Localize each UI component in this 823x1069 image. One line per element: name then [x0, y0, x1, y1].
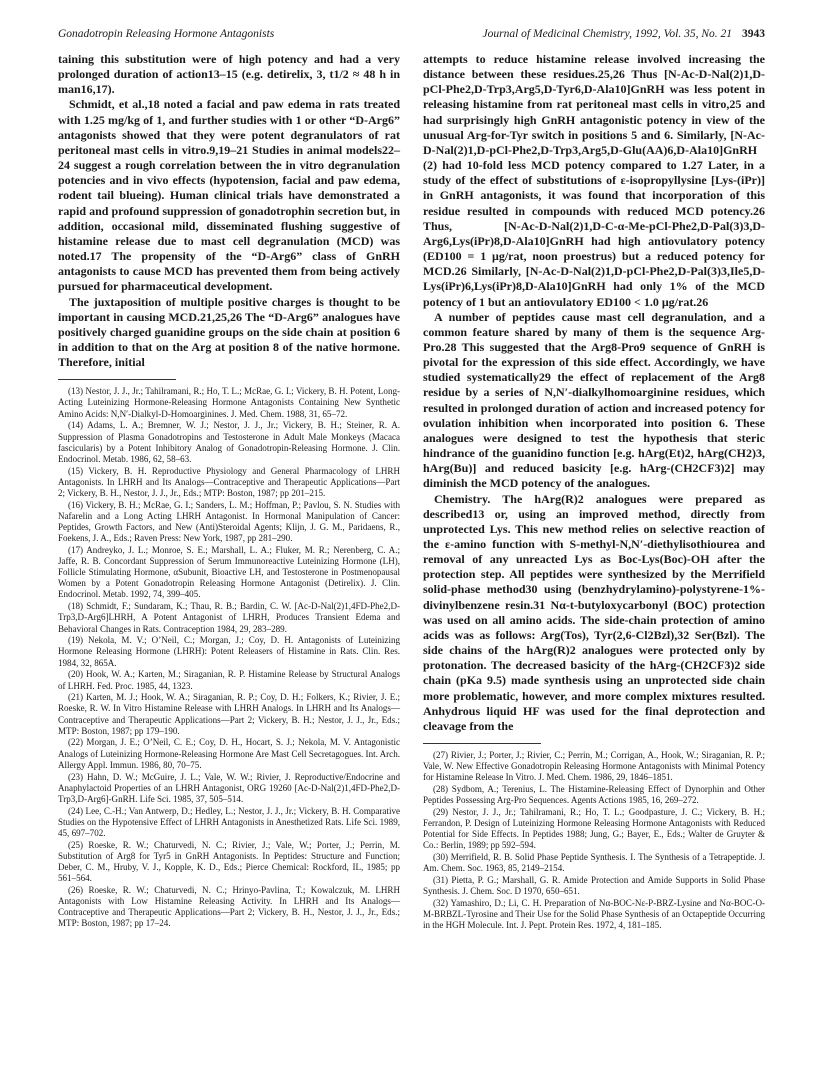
body-paragraph: attempts to reduce histamine release involved increasing the distance between these residues.25,26 Thus [N-Ac-D-Nal(2)1,D-pCl-Phe2,D-Trp3,Arg5,D-Tyr6,D-Ala10]GnRH was less potent in releasing histamine from rat peritoneal mast cells in vitro,25 and had surprisingly high GnRH antagonistic potency in view of the unusual Arg-for-Tyr switch in positions 5 and 6. Similarly, [N-Ac-D-Nal(2)1,D-pCl-Phe2,D-Trp3,Arg5,D-Glu(AA)6,D-Ala10]GnRH (2) had 10-fold less MCD potency compared to 1.27 Later, in a study of the effect of substitutions of ε-isopropyllysine [Lys-(iPr)] in GnRH antagonists, it was found that incorporation of this residue resulted in compounds with reduced MCD potency.26 Thus, [N-Ac-D-Nal(2)1,D-C-α-Me-pCl-Phe2,D-Pal(3)3,D-Arg6,Lys(iPr)8,D-Ala10]GnRH had high antiovulatory potency (ED100 = 1 μg/rat, noon proestrus) but a reduced potency for MCD.26 Similarly, [N-Ac-D-Nal(2)1,D-pCl-Phe2,D-Pal(3)3,Ile5,D-Lys(iPr)6,Lys(iPr)8,D-Ala10]GnRH had only 1% of the MCD potency of 1 but an antiovulatory ED100 < 1.0 μg/rat.26 [423, 52, 765, 309]
body-paragraph: taining this substitution were of high potency and had a very prolonged duration of action13–15 (e.g. detirelix, 3, t1/2 ≈ 48 h in man16,17). [58, 52, 400, 97]
reference-list [423, 750, 765, 931]
reference-item: (27) Rivier, J.; Porter, J.; Rivier, C.; Perrin, M.; Corrigan, A., Hook, W.; Siraganian, R. P.; Vale, W. New Effective Gonadotropin Releasing Hormone Antagonists with Minimal Potency for Histamine Release In Vitro. J. Med. Chem. 1986, 29, 1846–1851. [423, 750, 765, 783]
running-head [58, 28, 765, 46]
reference-item: (18) Schmidt, F.; Sundaram, K.; Thau, R. B.; Bardin, C. W. [Ac-D-Nal(2)1,4FD-Phe2,D-Trp3,D-Arg6]LHRH, A Potent Antagonist of LHRH, Produces Transient Edema and Behavioral Changes in Rats. Contraception 1984, 29, 283–289. [58, 601, 400, 634]
reference-item: (30) Merrifield, R. B. Solid Phase Peptide Synthesis. I. The Synthesis of a Tetrapeptide. J. Am. Chem. Soc. 1963, 85, 2149–2154. [423, 852, 765, 874]
footnote-rule [58, 379, 176, 380]
running-head-title: Gonadotropin Releasing Hormone Antagonists [58, 28, 275, 40]
reference-item: (25) Roeske, R. W.; Chaturvedi, N. C.; Rivier, J.; Vale, W.; Porter, J.; Perrin, M. Substitution of Arg8 for Tyr5 in GnRH Antagonists. In Peptides: Structure and Function; Deber, C. M., Hruby, V. J., Kopple, K. D., Eds.; Pierce Chemical: Rockford, IL, 1985; pp 561–564. [58, 839, 400, 884]
reference-item: (23) Hahn, D. W.; McGuire, J. L.; Vale, W. W.; Rivier, J. Reproductive/Endocrine and Anaphylactoid Properties of an LHRH Antagonist, ORG 19260 [Ac-D-Nal(2)1,4FD-Phe2,D-Trp3,D-Arg6]-GnRH. Life Sci. 1985, 37, 505–514. [58, 771, 400, 804]
reference-list [58, 386, 400, 929]
reference-item: (31) Pietta, P. G.; Marshall, G. R. Amide Protection and Amide Supports in Solid Phase Synthesis. J. Chem. Soc. D 1970, 650–651. [423, 875, 765, 897]
left-column [58, 52, 400, 932]
reference-item: (32) Yamashiro, D.; Li, C. H. Preparation of Nα-BOC-Nε-P-BRZ-Lysine and Nα-BOC-O-M-BRBZL-Tyrosine and Their Use for the Solid Phase Synthesis of an Octapeptide Occurring in the HGH Molecule. Int. J. Pept. Protein Res. 1972, 4, 181–185. [423, 898, 765, 931]
journal-citation: Journal of Medicinal Chemistry, 1992, Vol. 35, No. 21 [482, 28, 732, 40]
body-paragraph: A number of peptides cause mast cell degranulation, and a common feature shared by many of them is the sequence Arg-Pro.28 This suggested that the Arg8-Pro9 sequence of GnRH is pivotal for the expression of this side effect. Accordingly, we have studied systematically29 the effect of replacement of the Arg8 residue by a series of N,N′-dialkylhomoarginine residues, which resulted in prolonged duration of action and increased potency for ovulation inhibition when incorporated into position 6. These analogues were designed to test the hypothesis that steric hindrance of the guanidino function [e.g. hArg(Et)2, hArg(CH2)3, hArg(Bu)] and reduced basicity [e.g. hArg-(CH2CF3)2] may diminish the MCD potency of the analogues. [423, 309, 765, 491]
reference-item: (14) Adams, L. A.; Bremner, W. J.; Nestor, J. J., Jr.; Vickery, B. H.; Steiner, R. A. Suppression of Plasma Gonadotropins and Testosterone in Adult Male Monkeys (Macaca fascicularis) by a Potent Inhibitory Analog of Gonadotropin-Releasing Hormone. J. Clin. Endocrinol. Metab. 1986, 62, 58–63. [58, 420, 400, 464]
two-column-body [58, 52, 765, 932]
body-paragraph: Schmidt, et al.,18 noted a facial and paw edema in rats treated with 1.25 mg/kg of 1, and further studies with 1 or other “D-Arg6” antagonists showed that they were potent degranulators of rat peritoneal mast cells in vitro.9,19–21 Studies in animal models22–24 suggest a rough correlation between the in vitro degranulation potencies and in vivo effects (hypotension, facial and paw edema, rodent tail blueing). Human clinical trials have demonstrated a rapid and profound suppression of gonadotrophin secretion but, in addition, occasional mild, disseminated flushing suggestive of histamine release due to mast cell degranulation (MCD) was noted.17 The propensity of the “D-Arg6” class of GnRH antagonists to cause MCD has prevented them from being actively pursued for pharmaceutical development. [58, 97, 400, 294]
reference-item: (26) Roeske, R. W.; Chaturvedi, N. C.; Hrinyo-Pavlina, T.; Kowalczuk, M. LHRH Antagonists with Low Histamine Releasing Activity. In LHRH and Its Analogs—Contraceptive and Therapeutic Applications—Part 2; Vickery, B. H., Nestor, J. J., Jr., Eds.; MTP: Boston, 1987; pp 17–24. [58, 884, 400, 929]
chemistry-paragraph [423, 492, 765, 735]
footnote-rule [423, 743, 541, 744]
reference-item: (28) Sydbom, A.; Terenius, L. The Histamine-Releasing Effect of Dynorphin and Other Peptides Possessing Arg-Pro Sequences. Agents Actions 1985, 16, 269–272. [423, 784, 765, 806]
chemistry-text: The hArg(R)2 analogues were prepared as described13 or, using an improved method, directly from unprotected Lys. This new method relies on selective reaction of the ε-amino function with S-methyl-N,N′-diethylisothiourea and removal of any unreacted Lys as Boc-Lys(Boc)-OH after the protection step. All peptides were synthesized by the Merrifield solid-phase method30 using (benzhydrylamino)-polystyrene-1%-divinylbenzene resin.31 Nα-t-butyloxycarbonyl (BOC) protection was used on all amino acids. The side-chain protection of amino acids was as follows: Arg(Tos), Tyr(2,6-Cl2Bzl),32 Ser(Bzl). The side chains of the hArg(R)2 analogues were protected only by protonation. The decreased basicity of the hArg-(CH2CF3)2 side chain (pKa 9.5) made synthesis using an unprotected side chain more problematic, however, and more complex mixtures resulted. Anhydrous liquid HF was used for the final deprotection and cleavage from the [423, 491, 765, 733]
reference-item: (17) Andreyko, J. L.; Monroe, S. E.; Marshall, L. A.; Fluker, M. R.; Nerenberg, C. A.; Jaffe, R. B. Concordant Suppression of Serum Immunoreactive Luteinizing Hormone (LH), Follicle Stimulating Hormone, αSubunit, Bioactive LH, and Testosterone in Postmenopausal Women by a Potent Gonadotropin Releasing Hormone Antagonist (Detirelix). J. Clin. Endocrinol. Metab. 1992, 74, 399–405. [58, 544, 400, 600]
body-paragraph: The juxtaposition of multiple positive charges is thought to be important in causing MCD.21,25,26 The “D-Arg6” analogues have positively charged guanidine groups on the side chain at position 6 in addition to that on the Arg at position 8 of the native hormone. Therefore, initial [58, 294, 400, 370]
reference-item: (22) Morgan, J. E.; O’Neil, C. E.; Coy, D. H., Hocart, S. J.; Nekola, M. V. Antagonistic Analogs of Luteinizing Hormone-Releasing Hormone Are Mast Cell Secretagogues. Int. Arch. Allergy Appl. Immun. 1986, 80, 70–75. [58, 737, 400, 770]
reference-item: (24) Lee, C.-H.; Van Antwerp, D.; Hedley, L.; Nestor, J. J., Jr.; Vickery, B. H. Comparative Studies on the Hypotensive Effect of LHRH Antagonists in Anesthetized Rats. Life Sci. 1989, 45, 697–702. [58, 805, 400, 838]
reference-item: (19) Nekola, M. V.; O’Neil, C.; Morgan, J.; Coy, D. H. Antagonists of Luteinizing Hormone Releasing Hormone (LHRH): Potent Releasers of Histamine in Rats. Clin. Res. 1984, 32, 865A. [58, 635, 400, 668]
reference-item: (21) Karten, M. J.; Hook, W. A.; Siraganian, R. P.; Coy, D. H.; Folkers, K.; Rivier, J. E.; Roeske, R. W. In Vitro Histamine Release with LHRH Analogs. In LHRH and Its Analogs—Contraceptive and Therapeutic Applications—Part 2; Vickery, B. H.; Nestor, J. J., Jr., Eds.; MTP: Boston, 1987; pp 179–190. [58, 692, 400, 736]
reference-item: (16) Vickery, B. H.; McRae, G. I.; Sanders, L. M.; Hoffman, P.; Pavlou, S. N. Studies with Nafarelin and a Long Acting LHRH Antagonist. In Hormonal Manipulation of Cancer: Peptides, Growth Factors, and New (Anti)Steroidal Agents; Klijn, J. G. M., Paridaens, R., Foekens, J. A., Eds.; Raven Press: New York, 1987, pp 281–290. [58, 499, 400, 544]
right-column [423, 52, 765, 932]
reference-item: (13) Nestor, J. J., Jr.; Tahilramani, R.; Ho, T. L.; McRae, G. I.; Vickery, B. H. Potent, Long-Acting Luteinizing Hormone-Releasing Hormone Antagonists Containing New Synthetic Amino Acids: N,N′-Dialkyl-D-Homoarginines. J. Med. Chem. 1988, 31, 65–72. [58, 386, 400, 419]
running-head-journal [483, 28, 765, 40]
reference-item: (20) Hook, W. A.; Karten, M.; Siraganian, R. P. Histamine Release by Structural Analogs of LHRH. Fed. Proc. 1985, 44, 1323. [58, 669, 400, 691]
reference-item: (15) Vickery, B. H. Reproductive Physiology and General Pharmacology of LHRH Antagonists. In LHRH and Its Analogs—Contraceptive and Therapeutic Applications—Part 2; Vickery, B. H., Nestor, J. J., Jr., Eds.; MTP: Boston, 1987; pp 201–215. [58, 465, 400, 498]
section-heading-chemistry: Chemistry. [434, 491, 491, 506]
page-number: 3943 [742, 28, 765, 40]
reference-item: (29) Nestor, J. J., Jr.; Tahilramani, R.; Ho, T. L.; Goodpasture, J. C.; Vickery, B. H.; Ferrandon, P. Design of Luteinizing Hormone Releasing Hormone Antagonists with Reduced Potential for Side Effects. In Peptides 1988; Jung, G.; Bayer, E., Eds.; Walter de Gruyter & Co.: Berlin, 1989; pp 592–594. [423, 807, 765, 851]
